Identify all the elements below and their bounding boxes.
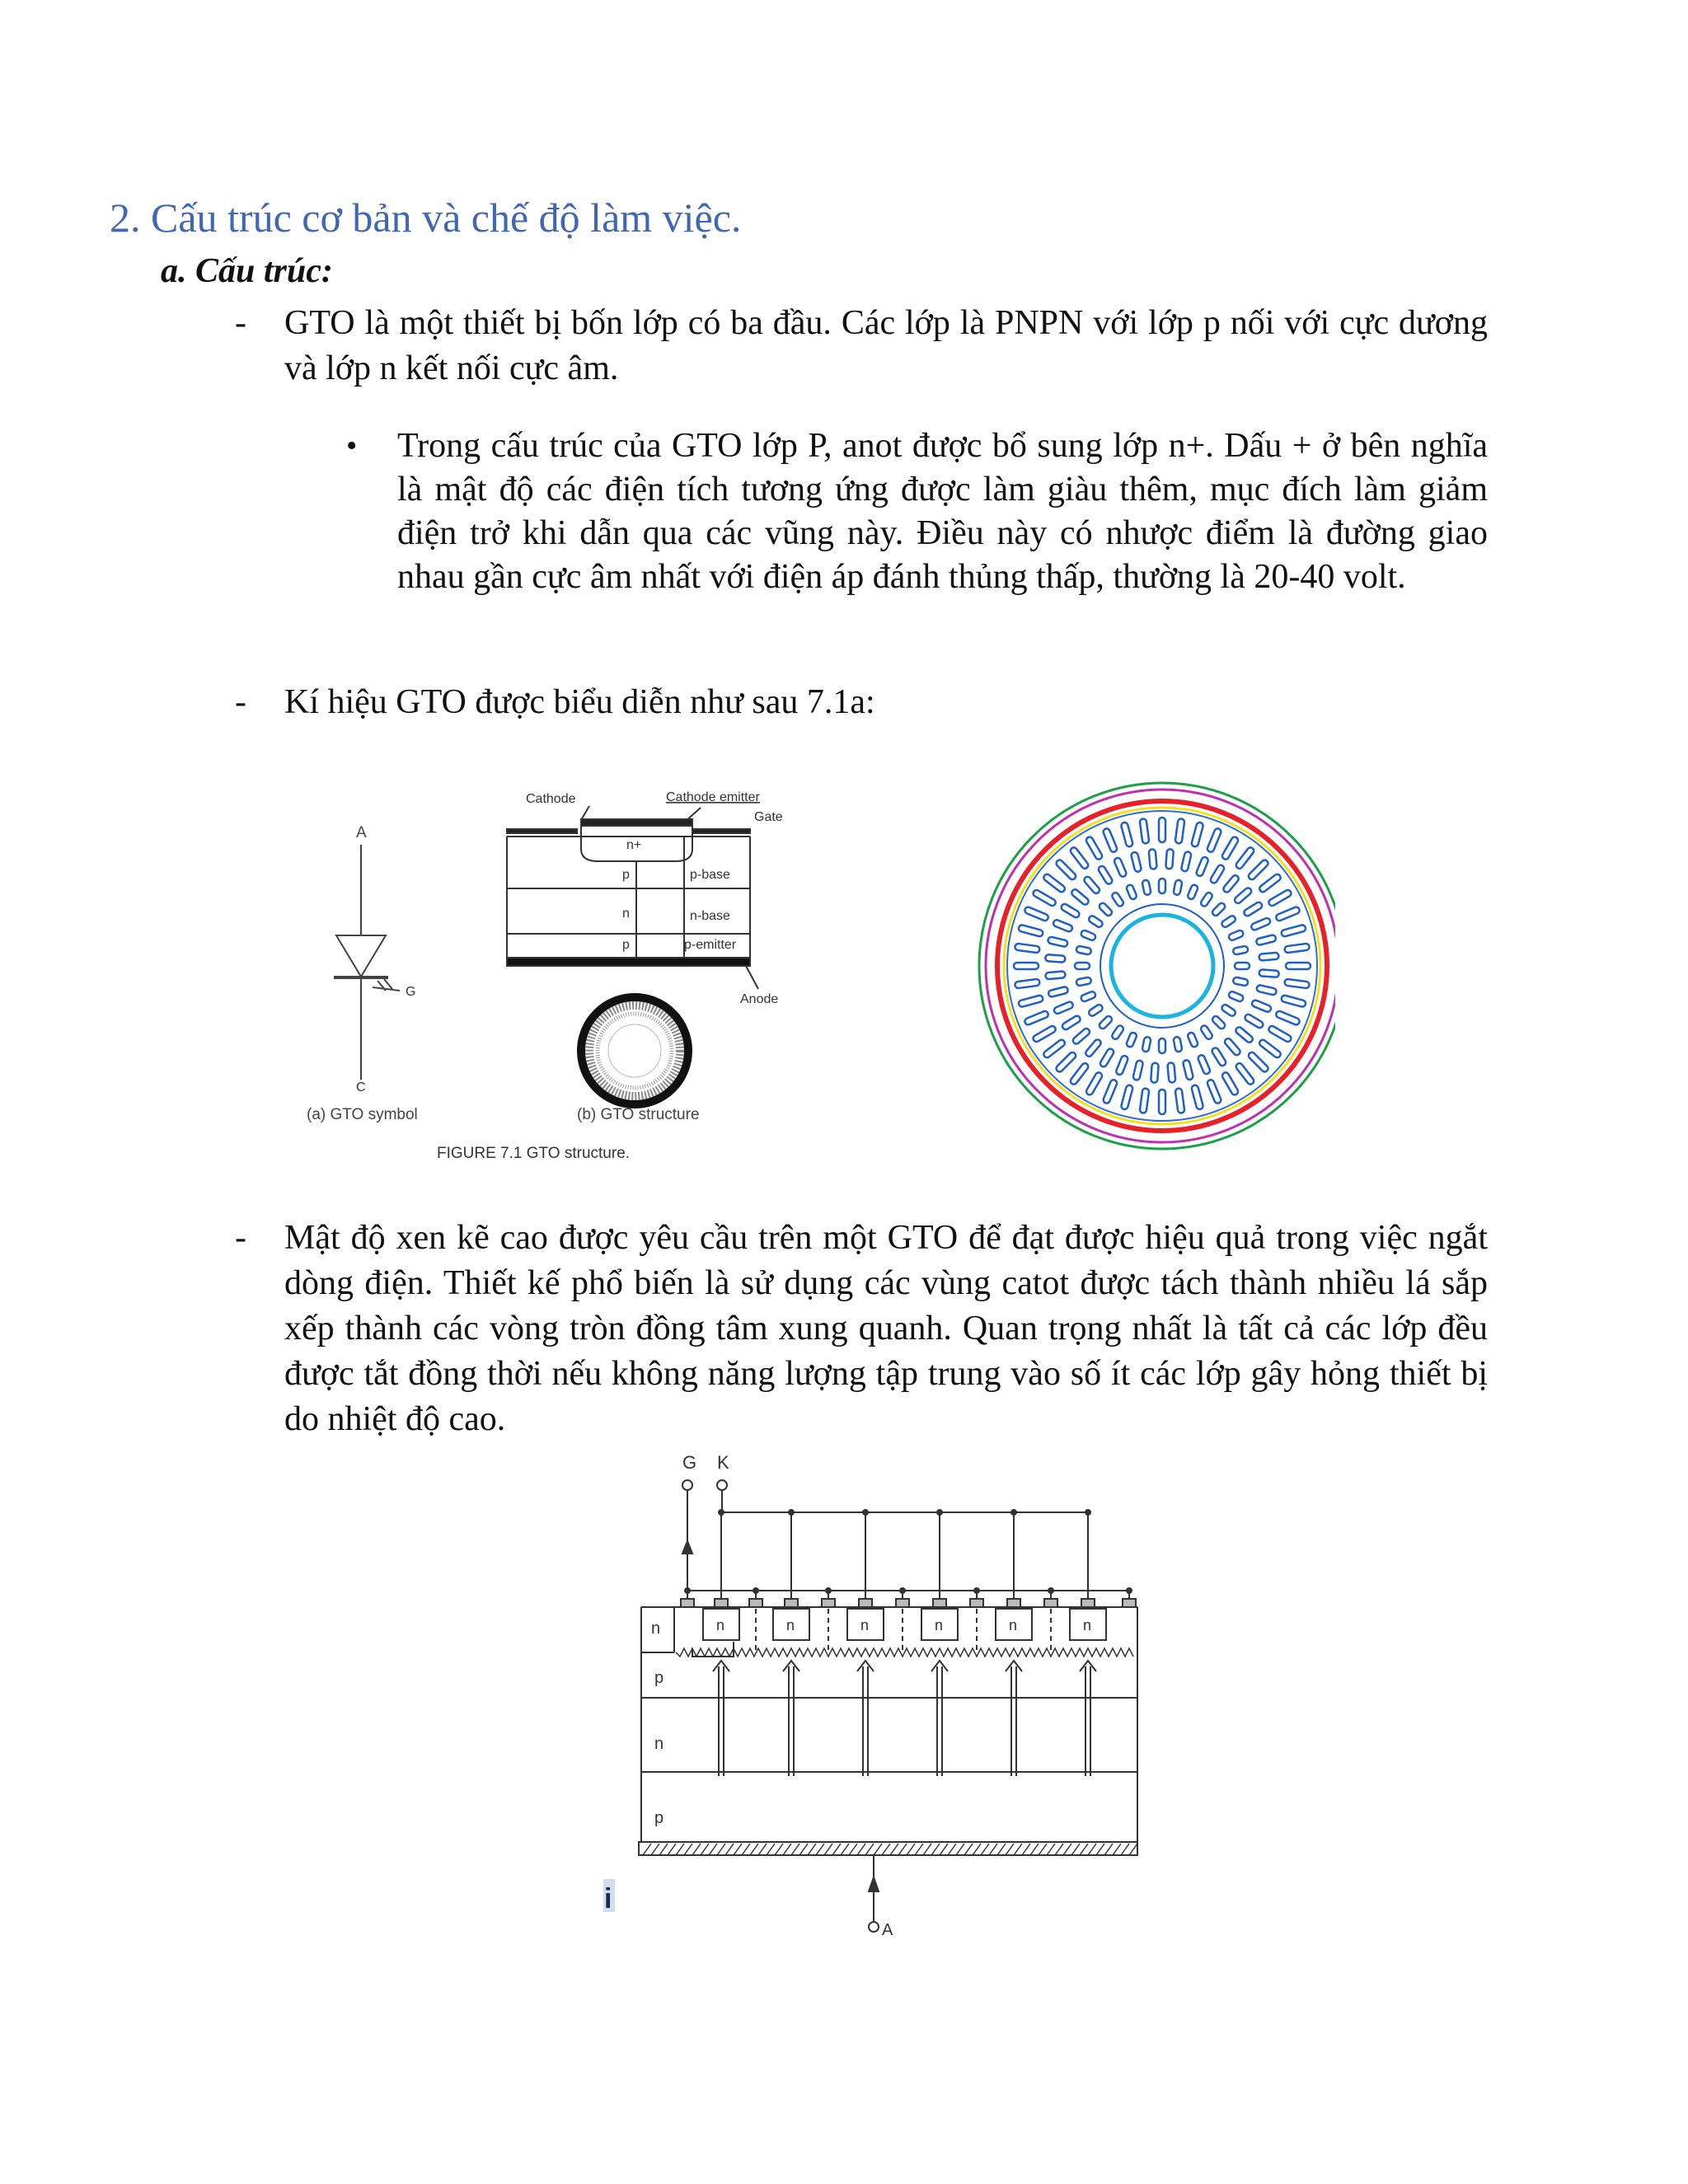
cathode-finger [1099, 1047, 1114, 1068]
cathode-finger [1045, 954, 1065, 963]
cathode-finger [1121, 822, 1133, 847]
cathode-finger [1053, 919, 1073, 932]
cathode-finger [1111, 1024, 1125, 1040]
cathode-finger [1126, 1032, 1137, 1048]
contact-pad [785, 1599, 798, 1607]
terminal-anode-label: A [882, 1921, 893, 1939]
cathode-finger [1114, 857, 1128, 878]
symbol-anode-label: A [356, 824, 367, 841]
gate-terminal [682, 1480, 692, 1490]
p-base-label: p-base [690, 868, 730, 882]
cathode-finger [1173, 879, 1182, 895]
cathode-finger [1275, 906, 1301, 921]
cathode-finger [1181, 851, 1192, 872]
cathode-finger [1061, 1015, 1081, 1031]
cathode-finger [1140, 818, 1150, 844]
cathode-finger [1247, 1051, 1269, 1073]
cathode-finger [1159, 1090, 1165, 1114]
layer-nplus-label: n+ [626, 838, 642, 852]
dash-marker: - [235, 304, 246, 342]
contact-pad [822, 1599, 835, 1607]
cathode-finger [1281, 925, 1306, 937]
dash-marker: - [235, 1219, 246, 1257]
cathode-finger [1281, 995, 1306, 1007]
cathode-finger [1211, 1015, 1226, 1029]
cathode-finger [1069, 846, 1090, 870]
cathode-finger [1088, 1004, 1104, 1018]
cathode-finger [1149, 849, 1157, 869]
layer-n-label: n [622, 907, 630, 921]
cathode-finger [1071, 888, 1090, 907]
cathode-finger [1014, 963, 1039, 969]
bullet-text: Trong cấu trúc của GTO lớp P, anot được bổ sung lớp n+. Dấu + ở bên nghĩa là mật độ các điện tích tương ứng được làm giàu thêm, mục đích làm giảm điện trở khi dẫn qua các vũng này. Điều này có nhược điểm là đường giao nhau gần cực âm nhất với điện áp đánh thủng thấp, thường là 20-40 volt. [397, 427, 1488, 596]
cathode-finger [1256, 935, 1277, 946]
cathode-finger [1045, 971, 1066, 979]
cathode-finger [1132, 1060, 1143, 1080]
cathode-finger [1018, 995, 1043, 1007]
paragraph-text: Kí hiệu GTO được biểu diễn như sau 7.1a: [284, 683, 875, 721]
cathode-finger [1043, 873, 1067, 893]
gto-structure-diagram [507, 790, 783, 1123]
subsection-heading: a. Cấu trúc: [161, 252, 333, 290]
cathode-finger [1244, 1013, 1264, 1029]
cathode-finger [1142, 1037, 1151, 1052]
contact-pad [1044, 1599, 1057, 1607]
cathode-finger [1159, 1038, 1165, 1053]
cathode-finger [1223, 1037, 1241, 1056]
cathode-finger [1085, 1071, 1104, 1096]
cathode-finger [1159, 818, 1165, 842]
cathode-finger [1235, 963, 1250, 969]
cathode-finger [1142, 879, 1151, 895]
contact-pad [715, 1599, 728, 1607]
contact-pad [681, 1599, 694, 1607]
cathode-finger [1235, 846, 1255, 870]
cathode-finger [1071, 1027, 1090, 1045]
cathode-finger [1032, 889, 1057, 907]
cathode-finger [1015, 944, 1040, 954]
cathode-finger [1207, 1079, 1222, 1104]
cathode-finger [1247, 859, 1269, 881]
cathode-cell-label: n [1009, 1617, 1018, 1633]
cathode-finger [1081, 991, 1097, 1002]
symbol-caption: (a) GTO symbol [307, 1106, 418, 1123]
cathode-finger [1259, 873, 1282, 893]
cathode-finger [1268, 1025, 1292, 1043]
symbol-gate-label: G [406, 985, 416, 999]
paragraph-text: Mật độ xen kẽ cao được yêu cầu trên một GTO để đạt được hiệu quả trong việc ngắt dòng điện. Thiết kế phổ biến là sử dụng các vùng catot được tách thành nhiều lá sắp xếp thành các vòng tròn đồng tâm xung quanh. Quan trọng nhất là tất cả các lớp đều được tắt đồng thời nếu không năng lượng tập trung vào số ít các lớp gây hỏng thiết bị do nhiệt độ cao. [284, 1219, 1488, 1438]
layer-n-label: n [654, 1735, 664, 1753]
cathode-finger [1085, 1038, 1103, 1058]
cathode-finger [1097, 865, 1114, 885]
cathode-finger [1126, 884, 1137, 901]
cathode-finger [1048, 987, 1068, 998]
cathode-finger [1167, 1062, 1175, 1083]
cathode-cell-label: n [935, 1617, 944, 1633]
cathode-finger [1102, 827, 1118, 853]
cathode-finger [1015, 979, 1040, 989]
cathode-finger [1235, 1062, 1255, 1086]
structure-anode-label: Anode [740, 992, 779, 1006]
cathode-finger [1075, 963, 1090, 969]
contact-pad [933, 1599, 946, 1607]
n-base-label: n-base [690, 909, 730, 923]
cathode-finger [1083, 875, 1101, 894]
cathode-finger [1053, 1001, 1074, 1015]
cathode-cell-label: n [1083, 1617, 1092, 1633]
figure-gto-structure [297, 775, 1335, 1179]
contact-pad [749, 1599, 762, 1607]
cathode-finger [1268, 889, 1292, 907]
structure-cathode-emitter-label: Cathode emitter [666, 790, 760, 804]
cathode-finger [1228, 930, 1245, 941]
cathode-finger [1284, 944, 1310, 954]
cathode-finger [1251, 999, 1272, 1012]
cathode-finger [1024, 1010, 1049, 1026]
structure-cathode-label: Cathode [526, 792, 576, 806]
cathode-finger [1200, 892, 1214, 907]
section-heading: 2. Cấu trúc cơ bản và chế độ làm việc. [110, 194, 742, 241]
cathode-finger [1115, 1055, 1128, 1076]
cathode-finger [1221, 915, 1236, 929]
side-mark: i [604, 1883, 612, 1915]
cathode-finger [1098, 902, 1113, 916]
contact-pad [1123, 1599, 1136, 1607]
contact-pad [896, 1599, 909, 1607]
figure-gto-multicell [602, 1451, 1162, 1978]
gto-wafer-top-view [979, 783, 1335, 1149]
cathode-finger [1243, 901, 1264, 917]
cathode-finger [1140, 1088, 1150, 1113]
cathode-finger [1211, 1047, 1227, 1067]
cathode-finger [1076, 945, 1091, 954]
cathode-finger [1228, 991, 1245, 1002]
terminal-cathode-label: K [717, 1452, 729, 1473]
cathode-finger [1259, 953, 1279, 961]
cathode-finger [1088, 915, 1104, 929]
cathode-finger [1235, 1026, 1254, 1044]
cathode-finger [1098, 1015, 1113, 1029]
cathode-finger [1085, 836, 1104, 860]
contact-pad [970, 1599, 983, 1607]
layer-p-label: p [622, 868, 630, 882]
contact-pad [859, 1599, 872, 1607]
cathode-finger [1032, 1025, 1057, 1043]
cathode-finger [1018, 925, 1043, 937]
layer-n-top-label: n [651, 1619, 661, 1638]
cathode-finger [1187, 1032, 1198, 1048]
cathode-finger [1175, 1088, 1185, 1113]
cathode-finger [1048, 936, 1068, 947]
cathode-finger [1131, 851, 1142, 872]
cathode-finger [1165, 849, 1174, 869]
cathode-finger [1060, 902, 1081, 918]
cathode-finger [1197, 1054, 1211, 1075]
cathode-finger [1055, 1051, 1077, 1073]
figure-caption: FIGURE 7.1 GTO structure. [437, 1145, 631, 1162]
dash-marker: - [235, 683, 246, 721]
cathode-cell-label: n [786, 1617, 795, 1633]
cathode-finger [1233, 945, 1249, 954]
bullet-marker: • [346, 429, 358, 463]
cathode-finger [1256, 985, 1277, 996]
cathode-finger [1159, 879, 1165, 893]
cathode-finger [1081, 930, 1097, 941]
cathode-finger [1183, 1060, 1194, 1080]
anode-terminal [869, 1922, 879, 1932]
contact-pad [1007, 1599, 1020, 1607]
cathode-finger [1286, 963, 1311, 969]
cathode-finger [1259, 969, 1278, 977]
cathode-finger [1250, 917, 1271, 931]
cathode-finger [1275, 1010, 1301, 1026]
cathode-cell-label: n [716, 1617, 725, 1633]
contact-pad [1081, 1599, 1095, 1607]
cathode-finger [1207, 827, 1222, 853]
cathode-finger [1200, 1024, 1214, 1040]
cathode-finger [1209, 864, 1225, 884]
cathode-finger [1191, 1085, 1203, 1110]
cathode-finger [1233, 977, 1249, 986]
gto-symbol [307, 824, 418, 1123]
cathode-finger [1102, 1079, 1118, 1104]
cathode-finger [1076, 977, 1091, 986]
p-emitter-label: p-emitter [684, 938, 737, 952]
cathode-finger [1221, 1071, 1240, 1096]
cathode-finger [1024, 906, 1049, 921]
cathode-finger [1111, 892, 1125, 907]
cathode-cell-label: n [860, 1617, 870, 1633]
structure-caption: (b) GTO structure [577, 1106, 700, 1123]
cathode-finger [1191, 822, 1203, 847]
cathode-terminal [717, 1480, 727, 1490]
cathode-finger [1173, 1037, 1182, 1052]
layer-p-label: p [654, 1669, 664, 1687]
cathode-finger [1195, 856, 1208, 877]
cathode-finger [1233, 887, 1252, 905]
cathode-finger [1121, 1085, 1133, 1110]
cathode-finger [1211, 902, 1226, 916]
terminal-gate-label: G [682, 1452, 697, 1473]
cathode-finger [1222, 874, 1240, 894]
cathode-finger [1259, 1038, 1282, 1059]
layer-p2-label: p [622, 938, 630, 952]
structure-gate-label: Gate [754, 810, 783, 824]
layer-p-bottom-label: p [654, 1809, 664, 1827]
symbol-cathode-label: C [356, 1080, 366, 1094]
cathode-finger [1221, 1004, 1236, 1018]
cathode-finger [1284, 979, 1310, 989]
cathode-finger [1187, 884, 1198, 901]
paragraph-text: GTO là một thiết bị bốn lớp có ba đầu. Các lớp là PNPN với lớp p nối với cực dương và lớp n kết nối cực âm. [284, 304, 1488, 387]
cathode-finger [1055, 859, 1077, 881]
cathode-finger [1151, 1062, 1159, 1082]
cathode-finger [1175, 818, 1185, 844]
cathode-finger [1043, 1038, 1067, 1059]
cathode-finger [1221, 836, 1240, 860]
cathode-finger [1069, 1062, 1090, 1086]
